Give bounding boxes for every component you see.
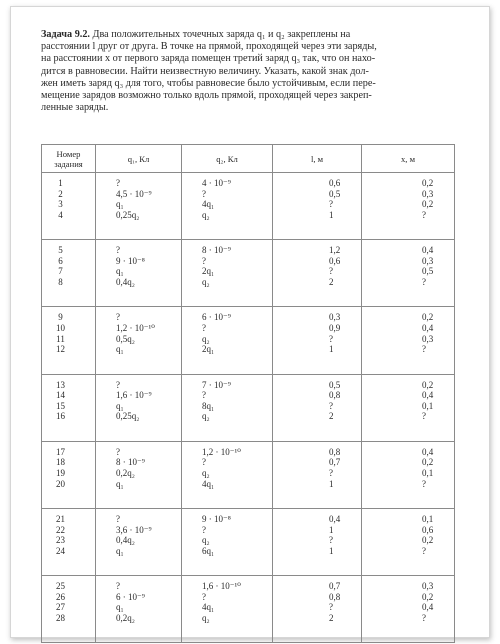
distance-x: ? xyxy=(422,344,426,355)
q1-value: q₁ xyxy=(116,545,124,556)
distance-x: ? xyxy=(422,545,426,556)
q2-value: 1,6 · 10⁻¹⁰ xyxy=(202,581,241,592)
distance-l-cell xyxy=(273,173,362,240)
q2-value: 6 · 10⁻⁹ xyxy=(202,312,231,323)
distance-l: 0,7 xyxy=(329,457,341,468)
distance-l: 1 xyxy=(329,209,334,220)
task-number-cell xyxy=(42,441,96,508)
q1-value: 3,6 · 10⁻⁹ xyxy=(116,524,152,535)
q2-value: 6q₁ xyxy=(202,545,215,556)
q1-value: ? xyxy=(116,513,120,524)
task-number: 15 xyxy=(56,400,65,411)
q1-value-cell xyxy=(96,374,182,441)
q2-value-cell xyxy=(182,307,273,374)
distance-x: ? xyxy=(422,276,426,287)
task-number: 9 xyxy=(58,312,63,323)
distance-x: 0,2 xyxy=(422,591,434,602)
distance-x: 0,6 xyxy=(422,524,434,535)
q2-value: 4q₁ xyxy=(202,478,215,489)
distance-l-cell xyxy=(273,508,362,575)
problem-line: дится в равновесии. Найти неизвестную величину. Указать, какой знак дол- xyxy=(41,65,369,77)
distance-x: 0,1 xyxy=(422,513,434,524)
distance-l: 1,2 xyxy=(329,245,341,256)
q2-value: 4q₁ xyxy=(202,602,215,613)
distance-l: 1 xyxy=(329,344,334,355)
task-number-cell xyxy=(42,240,96,307)
distance-l: ? xyxy=(329,602,333,613)
task-number: 22 xyxy=(56,524,65,535)
q2-value: 2q₁ xyxy=(202,266,215,277)
header-l: l, м xyxy=(273,145,362,173)
q2-value: 4q₁ xyxy=(202,199,215,210)
task-number: 18 xyxy=(56,457,65,468)
distance-l: ? xyxy=(329,199,333,210)
q1-value: 4,5 · 10⁻⁹ xyxy=(116,188,152,199)
distance-x-cell xyxy=(362,441,455,508)
task-number: 27 xyxy=(56,602,65,613)
q1-value: 0,5q₂ xyxy=(116,333,135,344)
q1-value: 0,2q₂ xyxy=(116,612,135,623)
distance-x-cell xyxy=(362,307,455,374)
q2-value: q₂ xyxy=(202,209,210,220)
q1-value: ? xyxy=(116,245,120,256)
task-number: 5 xyxy=(58,245,63,256)
distance-l: 0,4 xyxy=(329,513,341,524)
task-number: 23 xyxy=(56,535,65,546)
task-number: 25 xyxy=(56,581,65,592)
q2-value: q₂ xyxy=(202,535,210,546)
table-body xyxy=(42,173,455,643)
q2-value: 9 · 10⁻⁸ xyxy=(202,513,231,524)
q2-value: ? xyxy=(202,390,206,401)
distance-x: 0,2 xyxy=(422,178,434,188)
distance-x: ? xyxy=(422,478,426,489)
q1-value: 1,2 · 10⁻¹⁰ xyxy=(116,322,155,333)
q1-value-cell xyxy=(96,173,182,240)
table-row xyxy=(42,441,455,508)
q1-value-cell xyxy=(96,576,182,643)
table-row xyxy=(42,173,455,240)
distance-l: 0,8 xyxy=(329,446,341,457)
task-number: 4 xyxy=(58,209,63,220)
q1-value: q₁ xyxy=(116,400,124,411)
distance-l-cell xyxy=(273,576,362,643)
distance-l: ? xyxy=(329,266,333,277)
task-number-cell xyxy=(42,307,96,374)
distance-l: 0,8 xyxy=(329,390,341,401)
problem-line: ленные заряды. xyxy=(41,102,109,114)
distance-x: 0,2 xyxy=(422,535,434,546)
distance-x: 0,4 xyxy=(422,446,434,457)
distance-x: 0,4 xyxy=(422,322,434,333)
task-number: 3 xyxy=(58,199,63,210)
problem-line: мещение зарядов возможно только вдоль прямой, проходящей через закреп- xyxy=(41,90,372,102)
task-number: 26 xyxy=(56,591,65,602)
task-number: 14 xyxy=(56,390,65,401)
q2-value-cell xyxy=(182,508,273,575)
q1-value-cell xyxy=(96,307,182,374)
table-row xyxy=(42,374,455,441)
distance-x: ? xyxy=(422,411,426,422)
q2-value-cell xyxy=(182,576,273,643)
distance-x: 0,2 xyxy=(422,379,434,390)
task-number: 21 xyxy=(56,513,65,524)
distance-l-cell xyxy=(273,441,362,508)
distance-x-cell xyxy=(362,576,455,643)
distance-x: 0,2 xyxy=(422,199,434,210)
q1-value: q₁ xyxy=(116,344,124,355)
table-row xyxy=(42,240,455,307)
distance-l: 0,3 xyxy=(329,312,341,323)
task-number: 17 xyxy=(56,446,65,457)
q1-value: ? xyxy=(116,312,120,323)
q1-value: 1,6 · 10⁻⁹ xyxy=(116,390,152,401)
q1-value: 0,2q₂ xyxy=(116,467,135,478)
q2-value: 8q₁ xyxy=(202,400,215,411)
distance-l: ? xyxy=(329,535,333,546)
distance-x-cell xyxy=(362,173,455,240)
task-number: 24 xyxy=(56,545,65,556)
distance-l: 1 xyxy=(329,478,334,489)
task-number: 2 xyxy=(58,188,63,199)
q1-value: ? xyxy=(116,581,120,592)
q2-value-cell xyxy=(182,173,273,240)
header-task-number: Номер задания xyxy=(42,145,96,173)
q2-value: ? xyxy=(202,255,206,266)
q1-value: q₁ xyxy=(116,266,124,277)
q1-value: 8 · 10⁻⁹ xyxy=(116,457,145,468)
q2-value-cell xyxy=(182,374,273,441)
q2-value-cell xyxy=(182,441,273,508)
distance-l: 0,5 xyxy=(329,188,341,199)
q2-value: ? xyxy=(202,322,206,333)
distance-x-cell xyxy=(362,240,455,307)
distance-x: 0,4 xyxy=(422,245,434,256)
q2-value: 7 · 10⁻⁹ xyxy=(202,379,231,390)
q1-value: 0,25q₂ xyxy=(116,411,140,422)
distance-x: 0,4 xyxy=(422,390,434,401)
q2-value: ? xyxy=(202,188,206,199)
q1-value-cell xyxy=(96,508,182,575)
table-row xyxy=(42,307,455,374)
table-row xyxy=(42,508,455,575)
header-x: x, м xyxy=(362,145,455,173)
q1-value: q₁ xyxy=(116,602,124,613)
problem-title: Задача 9.2. xyxy=(41,29,90,40)
distance-x: 0,5 xyxy=(422,266,434,277)
distance-l: 2 xyxy=(329,276,334,287)
distance-l: 1 xyxy=(329,545,334,556)
q2-value: q₂ xyxy=(202,612,210,623)
problem-line: расстоянии l друг от друга. В точке на прямой, проходящей через эти заряды, xyxy=(41,41,377,53)
q1-value: ? xyxy=(116,379,120,390)
distance-l-cell xyxy=(273,307,362,374)
distance-l: ? xyxy=(329,400,333,411)
q1-value-cell xyxy=(96,240,182,307)
q2-value: q₂ xyxy=(202,276,210,287)
distance-l: 0,8 xyxy=(329,591,341,602)
q2-value: ? xyxy=(202,591,206,602)
distance-x: 0,3 xyxy=(422,333,434,344)
distance-x: 0,1 xyxy=(422,467,434,478)
distance-x: 0,1 xyxy=(422,400,434,411)
q1-value: q₁ xyxy=(116,199,124,210)
q2-value: 2q₁ xyxy=(202,344,215,355)
distance-l-cell xyxy=(273,240,362,307)
task-number: 28 xyxy=(56,612,65,623)
distance-l: 2 xyxy=(329,411,334,422)
task-number-cell xyxy=(42,374,96,441)
data-table xyxy=(41,144,455,643)
q1-value: 6 · 10⁻⁹ xyxy=(116,591,145,602)
task-number-cell xyxy=(42,576,96,643)
q1-value: ? xyxy=(116,178,120,188)
q1-value-cell xyxy=(96,441,182,508)
task-number: 19 xyxy=(56,467,65,478)
task-number: 8 xyxy=(58,276,63,287)
table-row xyxy=(42,576,455,643)
distance-l: 2 xyxy=(329,612,334,623)
distance-x: ? xyxy=(422,209,426,220)
distance-l: 0,6 xyxy=(329,178,341,188)
distance-x-cell xyxy=(362,508,455,575)
distance-x: ? xyxy=(422,612,426,623)
problem-line: на расстоянии x от первого заряда помещен третий заряд q₃ так, что он нахо- xyxy=(41,53,376,65)
q2-value: ? xyxy=(202,457,206,468)
q2-value: q₂ xyxy=(202,411,210,422)
q1-value: ? xyxy=(116,446,120,457)
distance-l: 0,9 xyxy=(329,322,341,333)
task-number: 6 xyxy=(58,255,63,266)
q2-value: 1,2 · 10⁻¹⁰ xyxy=(202,446,241,457)
task-number-cell xyxy=(42,173,96,240)
q1-value: 9 · 10⁻⁸ xyxy=(116,255,145,266)
header-q2: q₂, Кл xyxy=(182,145,273,173)
task-number-cell xyxy=(42,508,96,575)
q1-value: 0,25q₂ xyxy=(116,209,140,220)
q1-value: 0,4q₂ xyxy=(116,535,135,546)
task-number: 11 xyxy=(56,333,65,344)
q2-value: q₂ xyxy=(202,467,210,478)
distance-x: 0,3 xyxy=(422,581,434,592)
q2-value: q₂ xyxy=(202,333,210,344)
distance-l: ? xyxy=(329,333,333,344)
distance-l: 0,5 xyxy=(329,379,341,390)
task-number: 20 xyxy=(56,478,65,489)
distance-x: 0,2 xyxy=(422,457,434,468)
q2-value: ? xyxy=(202,524,206,535)
problem-line: Два положительных точечных заряда q₁ и q₂ закреплены на xyxy=(92,29,351,40)
task-number: 12 xyxy=(56,344,65,355)
q2-value: 4 · 10⁻⁹ xyxy=(202,178,231,188)
q1-value: 0,4q₂ xyxy=(116,276,135,287)
distance-l: 0,6 xyxy=(329,255,341,266)
task-number: 7 xyxy=(58,266,63,277)
distance-x: 0,3 xyxy=(422,188,434,199)
task-number: 10 xyxy=(56,322,65,333)
distance-l: ? xyxy=(329,467,333,478)
distance-l: 1 xyxy=(329,524,334,535)
distance-x-cell xyxy=(362,374,455,441)
distance-x: 0,2 xyxy=(422,312,434,323)
q1-value: q₁ xyxy=(116,478,124,489)
table-header-row xyxy=(42,145,455,173)
distance-l-cell xyxy=(273,374,362,441)
q2-value-cell xyxy=(182,240,273,307)
problem-line: жен иметь заряд q₃ для того, чтобы равновесие было устойчивым, если пере- xyxy=(41,77,376,89)
problem-statement xyxy=(41,29,451,114)
header-q1: q₁, Кл xyxy=(96,145,182,173)
distance-x: 0,4 xyxy=(422,602,434,613)
distance-x: 0,3 xyxy=(422,255,434,266)
task-number: 16 xyxy=(56,411,65,422)
distance-l: 0,7 xyxy=(329,581,341,592)
q2-value: 8 · 10⁻⁹ xyxy=(202,245,231,256)
task-number: 13 xyxy=(56,379,65,390)
task-number: 1 xyxy=(58,178,63,188)
textbook-page xyxy=(10,6,490,638)
